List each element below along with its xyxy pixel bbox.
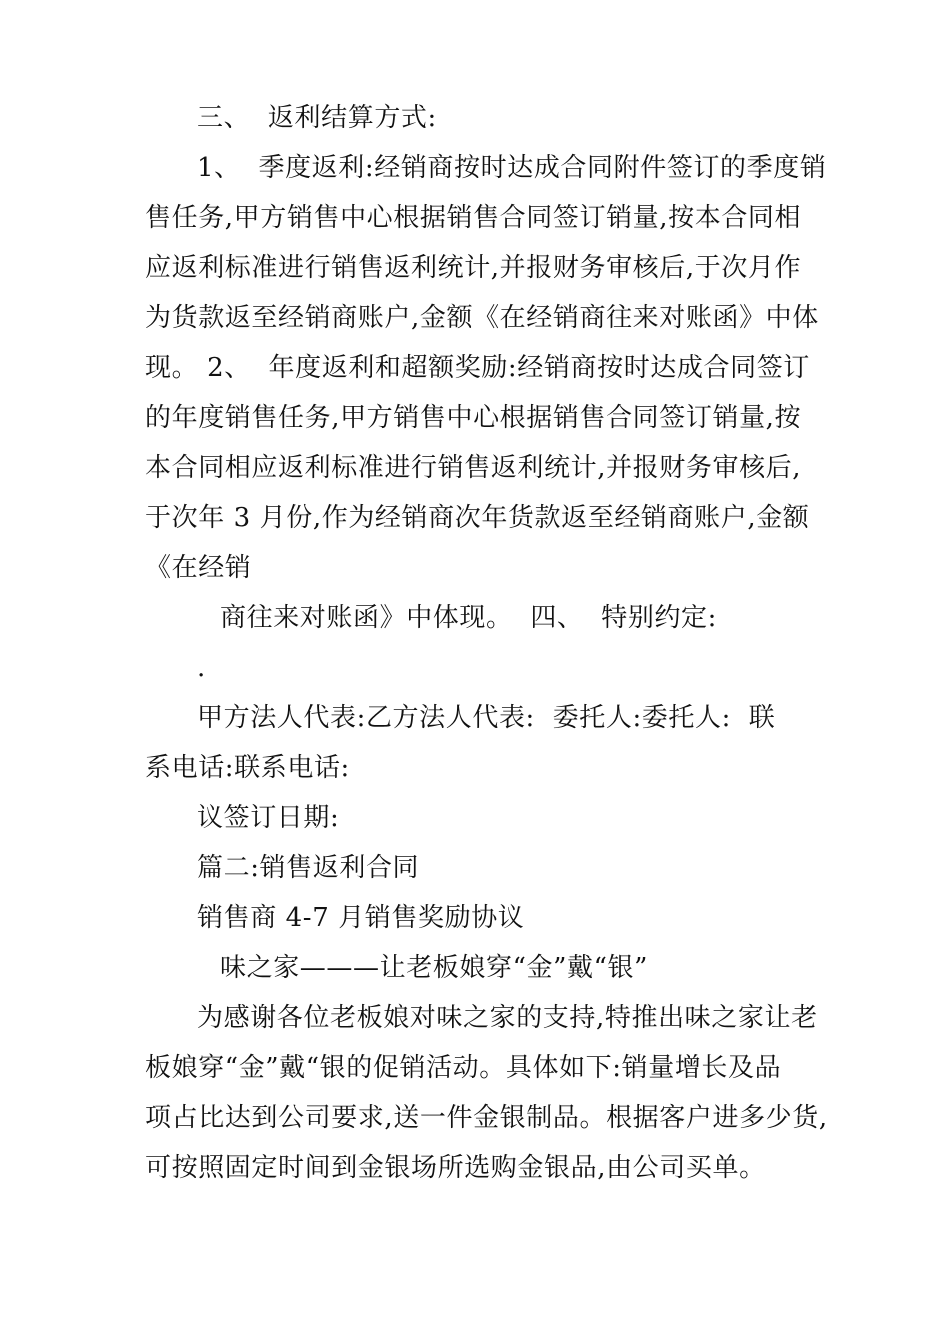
dot-line: . — [197, 653, 206, 683]
sign-date-line: 议签订日期: — [197, 803, 340, 833]
paragraph-line: 《在经销 — [145, 553, 252, 583]
paragraph-line: 售任务,甲方销售中心根据销售合同签订销量,按本合同相 — [145, 203, 802, 233]
paragraph-line: 项占比达到公司要求,送一件金银制品。根据客户进多少货, — [145, 1103, 828, 1133]
paragraph-line: 于次年 3 月份,作为经销商次年货款返至经销商账户,金额 — [145, 503, 810, 533]
part-two-heading: 篇二:销售返利合同 — [197, 853, 420, 883]
paragraph-line: 可按照固定时间到金银场所选购金银品,由公司买单。 — [145, 1153, 766, 1183]
contact-fields-line: 系电话:联系电话: — [145, 753, 350, 783]
paragraph-line: 为感谢各位老板娘对味之家的支持,特推出味之家让老 — [197, 1003, 818, 1033]
promotion-slogan: 味之家———让老板娘穿“金”戴“银” — [220, 953, 648, 983]
paragraph-line: 为货款返至经销商账户,金额《在经销商往来对账函》中体 — [145, 303, 819, 333]
paragraph-line: 的年度销售任务,甲方销售中心根据销售合同签订销量,按 — [145, 403, 802, 433]
paragraph-line: 板娘穿“金”戴“银的促销活动。具体如下:销量增长及品 — [145, 1053, 782, 1083]
signature-fields-line: 甲方法人代表:乙方法人代表: 委托人:委托人: 联 — [197, 703, 776, 733]
paragraph-line: 现。 2、 年度返利和超额奖励:经销商按时达成合同签订 — [145, 353, 810, 383]
agreement-title: 销售商 4-7 月销售奖励协议 — [197, 903, 525, 933]
section-heading-settlement: 三、 返利结算方式: — [197, 103, 437, 133]
paragraph-line: 1、 季度返利:经销商按时达成合同附件签订的季度销 — [197, 153, 827, 183]
paragraph-line: 本合同相应返利标准进行销售返利统计,并报财务审核后, — [145, 453, 802, 483]
paragraph-line: 应返利标准进行销售返利统计,并报财务审核后,于次月作 — [145, 253, 802, 283]
paragraph-line: 商往来对账函》中体现。 四、 特别约定: — [220, 603, 718, 633]
